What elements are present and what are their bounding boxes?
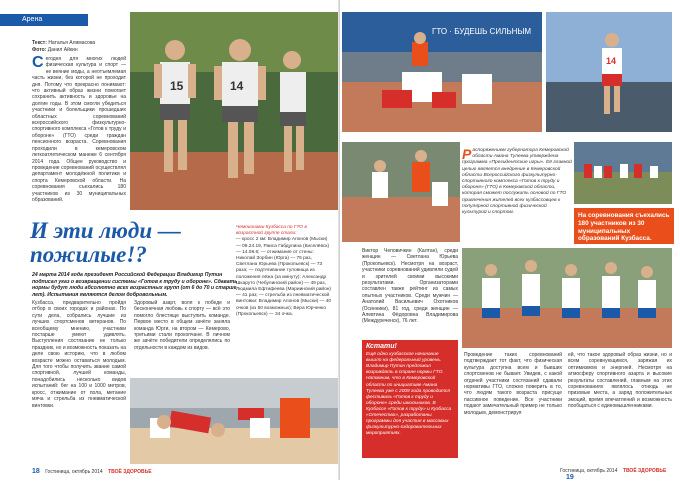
right-column-2-body: Проведение таких соревнований подтверждает тот факт, что физическая культура доступна всем и бывших спортсменов не бывает. Увидев, с какой отдачей участники состязаний сдавали нормативы ГТО, сложно поверить в то, что людям такого возраста присуще пассивное поведение. Все участники подают замечательный пример не только молодым, демонстрируя [464,352,562,416]
middle-column-body: Здоровый азарт, воля к победе и бесконечная любовь к спорту — всё это помогло блестяще выступить команде. Первое место в общем зачёте заняла команда Юрги, на втором — Кемерово, третьими стали прокопчане. В личном же зачёте победители определялись по отдельности в каждом из видов. [134,300,230,351]
right-column-3-body: ей, что такое здоровый образ жизни, но и всем соревнующимся, заряжая их оптимизмом и энергией. Несмотря на атмосферу спортивного азарта и высокие результаты составлений, главным на этих соревнованиях являлось отнюдь не призовые места, а заряд положительных эмоций, время впечатлений и возможность пообщаться с единомышленниками. [568,352,672,410]
photo-pushups [130,378,338,464]
article-credits [32,40,95,54]
intro-dropcap: С [32,54,44,71]
middle-column-text [134,300,230,372]
results-heading: Чемпионами Кузбасса по ГТО в возрастной группе стали: [236,225,307,237]
right-page [340,0,680,480]
svg-text:ГТО · БУДЕШЬ СИЛЬНЫМ: ГТО · БУДЕШЬ СИЛЬНЫМ [432,27,532,36]
credit-text-author: Наталья Алимасова [48,40,96,46]
credit-text-label: Текст: [32,40,47,46]
svg-text:14: 14 [230,79,244,93]
page-number-right: 19 [566,474,574,481]
credit-photo-label: Фото: [32,47,47,53]
magazine-logo-left: ТВОЁ ЗДОРОВЬЕ [108,469,152,475]
results-body: — кросс 2 км: Владимир Апонов (Мыски) — 09.24.19, Раиса Габдулина (Киселёвск) — 14.08.6; — отжимание от стены: Николай Зорбин (Юрга) — 75 раз, Светлана Юрьева (Прокопьевск) — 73 раза; — подтягивание туловища из положения лёжа (за минуту): Александр Шкаруто (Чебулинский район) — 49 раз, Людмила Ефтифеева (Мариинский район) — 41 раз; — стрельба из пневматической винтовки: Владимир Апонов (Мыски) — 40 очков (из 50 возможных); Вера Юрченко (Прокопьевск) — 34 очка. [236,237,332,317]
left-page [0,0,340,480]
governor-dropcap: Р [462,146,472,162]
footer-issue-left: Гостиница, октябрь 2014 [45,469,103,475]
photo-track-athletes [342,142,460,242]
article-headline: И эти люди — пожилые!? [30,218,181,267]
left-column-text [32,300,126,409]
kstati-body: Ещё одно кузбасское начинание вышло на федеральный уровень. Владимир Путин предложил возрождать в стране нормы ГТО. Напомним, что в Кемеровской области по инициативе Амана Тулеева уже с 2009 года проводится фестиваль «Готов к труду и обороне» среди школьников. В Кузбассе «Готов к труду» и Кузбасса «Отечество», разработаны программы для участия в массовых физкультурно-оздоровительных мероприятиях. [366,352,452,437]
right-column-1-body: Виктор Чеповичкин (Калтан), среди женщин — Светлана Юрьева (Прокопьевск). Несмотря на возраст, участники соревнований удивляли судей и зрителей своими высокими результатами. Организаторами составлен также рейтинг из самых опытных участников. Среди мужчин — Анатолий Васильевич Охотников (Осинники), 81 год, среди женщин — Алевтина Фёдоровна Владимирова (Междуреченск), 76 лет. [362,248,458,325]
right-column-2 [464,352,562,462]
intro-body-2: Соревнования проходили в кемеровском легкоатлетическом манеже 6 сентября 2014 года. Общее руководство и проведение соревнований осуществлял департамент молодёжной политики и спорта Кемеровской области. На соревнования съехались 180 участников из 30 муниципальных образований. [32,139,126,203]
footer-issue-right: Гостиница, октябрь 2014 [560,468,618,474]
footer-left [32,468,152,475]
photo-crowd [574,142,672,204]
kstati-heading: Кстати! [366,343,397,350]
magazine-logo-right: ТВОЁ ЗДОРОВЬЕ [622,468,667,474]
photo-caption-box: На соревнования съехались 180 участников из 30 муниципальных образований Кузбасса. [574,208,674,244]
footer-right [560,468,680,481]
photo-lone-runner [546,12,672,132]
article-lede: 24 марта 2014 года президент Российской Федерации Владимир Путин подписал указ о возвращении системы «Готов к труду и обороне». Сдавать нормы будут люди абсолютно всех возрастных групп (от 6 до 70 и старше лет). Испытания являются делом добровольным. [32,272,238,298]
governor-text [462,148,572,216]
svg-text:14: 14 [606,56,617,66]
intro-text [32,56,126,216]
results-list [236,225,332,318]
photo-runners [130,12,338,210]
page-number-left: 18 [32,468,40,475]
kstati-box [362,340,458,458]
intro-body: егодня для многих людей физическая культура и спорт — не веяние моды, а неотъемлемая часть жизни, без которой не проходит дня. Потому что прекрасно понимают: что активный образ жизни помогает сохранить активность и здоровье на долгие годы. В этом смогли убедиться участники и болельщики прошедших областных соревнований всероссийского физкультурно-спортивного комплекса «Готов к труду и обороне» (ГТО) среди граждан пенсионного возраста. [32,56,126,146]
photo-group-runners [462,248,672,348]
right-column-3 [568,352,672,462]
photo-start-line [342,12,542,132]
left-column-body: Кузбасса, предварительно пройдя отбор в своих городах и районах. По сути дела, собрались лучшие из лучших спортсменов ветеранов. По всеобщему мнению, участники постарше умеют удивлять. Выступления состязание не только праздник, но и возможность показать на деле свою историю, что в любом возрасте можно оставаться молодым. Для того чтобы получить звание самой спортивной, лучшей команды, понадобились несколько видов испытаний: бег на 100 и 1000 метров, кросс, отжимание от пола, метание мяча и стрельба из пневматической винтовки. [32,300,126,409]
section-tab: Арена [0,14,88,26]
right-column-1 [362,248,458,340]
governor-body: аспоряжением губернатора Кемеровской области Амана Тулеева утверждена программа «Президентские игры». Её главной целью является внедрение в Кемеровской области Всероссийского физкультурно-спортивного комплекса «Готов к труду и обороне» (ГТО) в Кемеровской области, которая сможет послужить основой по ГТО привлечения жителей всех кузбассовцев к популярной спортивной физической культурой и спортом. [462,148,572,216]
svg-text:15: 15 [170,79,184,93]
credit-photo-author: Данил Айкин [47,47,78,53]
